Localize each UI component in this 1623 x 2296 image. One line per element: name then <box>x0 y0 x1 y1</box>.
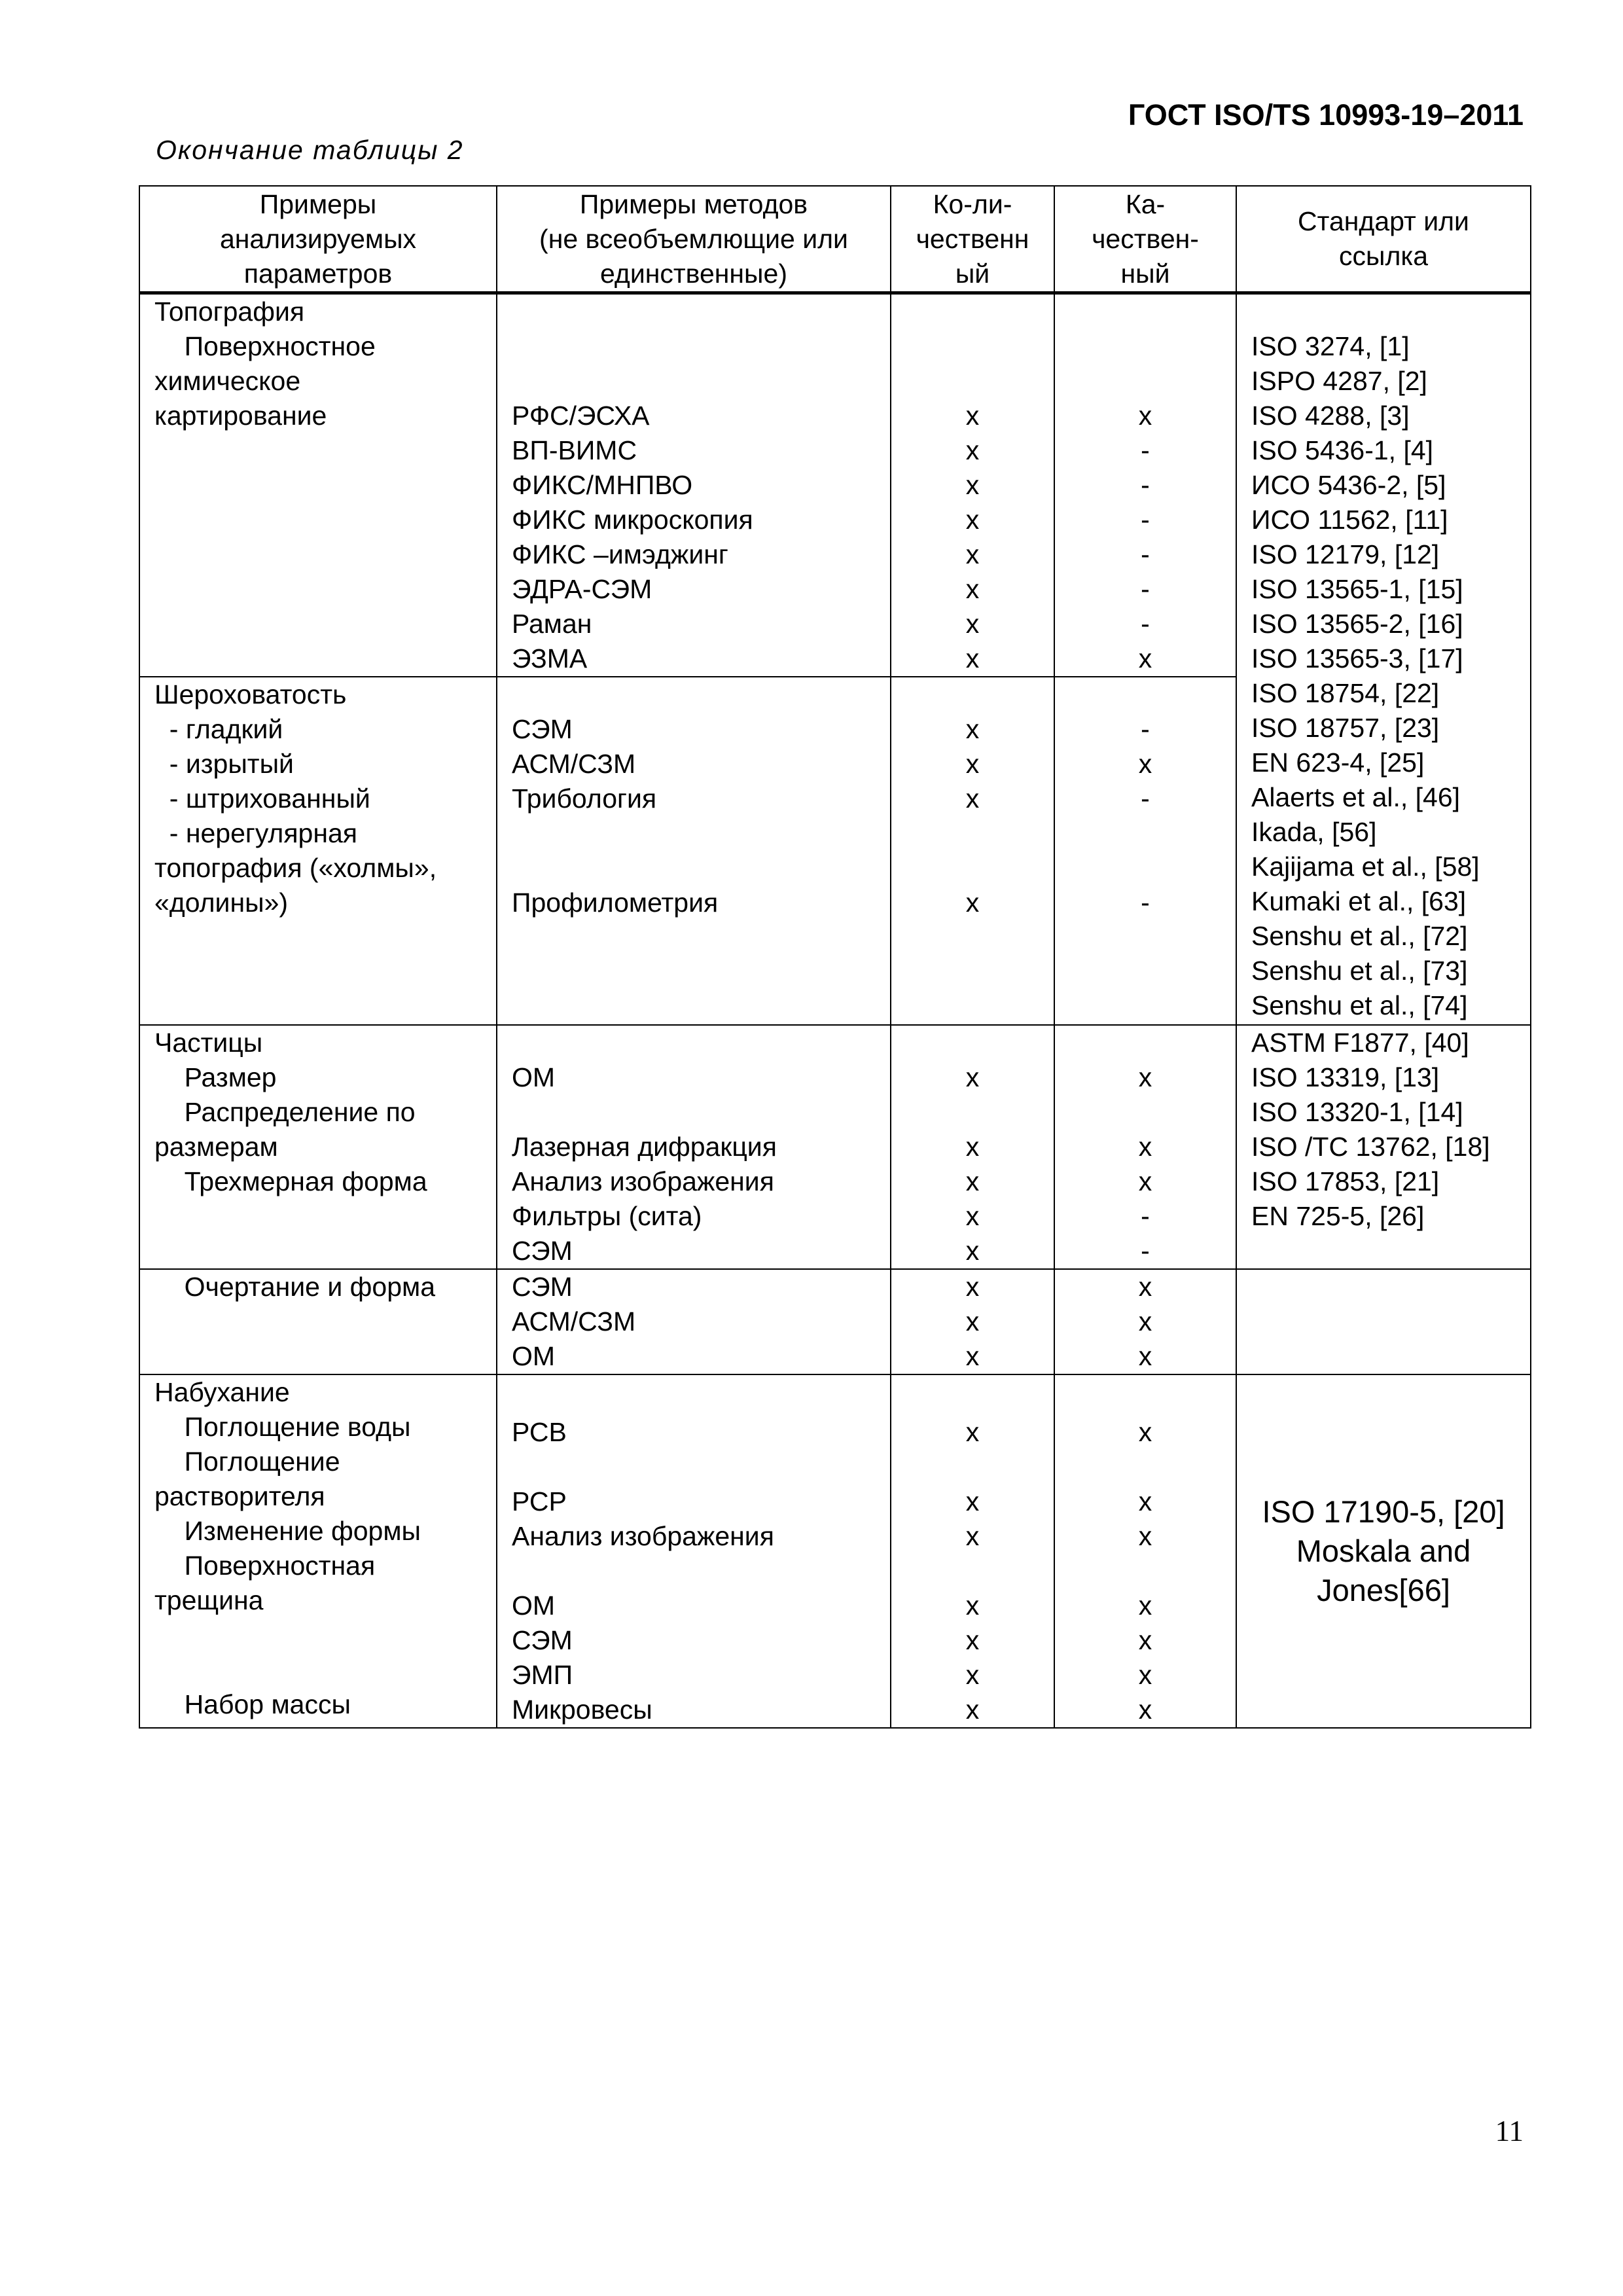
cell-line: x <box>965 1132 980 1162</box>
cell-line: - <box>1141 609 1150 639</box>
cell-line <box>497 1095 890 1130</box>
swelling-quantitative <box>891 1374 1054 1728</box>
cell-line: Senshu et al., [73] <box>1251 956 1468 986</box>
cell-line: - нерегулярная <box>154 818 358 848</box>
cell-line: x <box>965 574 980 604</box>
cell-line <box>140 990 496 1024</box>
cell-line: параметров <box>243 258 393 289</box>
cell-line: ОМ <box>512 1062 556 1092</box>
cell-line: ISO 17190-5, [20] <box>1262 1494 1505 1529</box>
cell-line: x <box>1138 1521 1152 1551</box>
cell-line: - гладкий <box>154 714 283 744</box>
cell-line: x <box>965 1660 980 1690</box>
cell-line: Изменение формы <box>154 1516 421 1546</box>
cell-line: x <box>1138 1590 1152 1621</box>
cell-line: x <box>965 470 980 500</box>
topography-references <box>1236 293 1531 1026</box>
shape-methods <box>497 1269 891 1374</box>
cell-line: Трибология <box>512 783 657 814</box>
cell-line <box>1055 955 1236 990</box>
header-reference <box>1236 186 1531 293</box>
cell-line: ISO 18757, [23] <box>1251 713 1440 743</box>
cell-line: x <box>965 539 980 569</box>
cell-line <box>1055 1380 1236 1415</box>
cell-line <box>140 433 496 468</box>
cell-line: АСМ/СЗМ <box>512 749 636 779</box>
cell-line: ISO 4288, [3] <box>1251 401 1410 431</box>
cell-line: x <box>965 1062 980 1092</box>
cell-line <box>497 1380 890 1415</box>
shape-quantitative <box>891 1269 1054 1374</box>
cell-line: x <box>965 1417 980 1447</box>
cell-line <box>891 1095 1054 1130</box>
header-params <box>139 186 497 293</box>
table-caption: Окончание таблицы 2 <box>156 135 464 165</box>
cell-line: Поглощение воды <box>154 1412 411 1442</box>
cell-line <box>140 607 496 641</box>
cell-line: Набор массы <box>154 1689 351 1719</box>
roughness-methods <box>497 677 891 1025</box>
cell-line: Частицы <box>154 1028 263 1058</box>
header-qualitative <box>1054 186 1236 293</box>
cell-line: Микровесы <box>512 1695 652 1725</box>
cell-line: Kumaki et al., [63] <box>1251 886 1467 916</box>
cell-line <box>497 364 890 399</box>
cell-line <box>497 990 890 1024</box>
cell-line: Трехмерная форма <box>154 1166 427 1196</box>
cell-line: РФС/ЭСХА <box>512 401 650 431</box>
cell-line <box>497 816 890 851</box>
cell-line: ISO 18754, [22] <box>1251 678 1440 708</box>
cell-line <box>1237 295 1530 329</box>
roughness-quantitative <box>891 677 1054 1025</box>
cell-line: - <box>1141 574 1150 604</box>
cell-line: трещина <box>154 1585 264 1615</box>
cell-line <box>140 1304 496 1339</box>
cell-line: x <box>1138 749 1152 779</box>
cell-line <box>891 816 1054 851</box>
cell-line: ФИКС/МНПВО <box>512 470 693 500</box>
cell-line: - <box>1141 470 1150 500</box>
cell-line: Moskala and <box>1296 1534 1471 1568</box>
cell-line: РСВ <box>512 1417 567 1447</box>
cell-line <box>1055 329 1236 364</box>
cell-line <box>891 851 1054 886</box>
swelling-references <box>1236 1374 1531 1728</box>
cell-line: Ко-ли- <box>933 188 1012 219</box>
cell-line: - штрихованный <box>154 783 370 814</box>
cell-line: x <box>965 401 980 431</box>
particles-quantitative <box>891 1025 1054 1269</box>
cell-line <box>497 920 890 955</box>
cell-line: x <box>965 1166 980 1196</box>
cell-line: - <box>1141 539 1150 569</box>
cell-line: - <box>1141 1201 1150 1231</box>
cell-line: чественн <box>916 223 1029 254</box>
cell-line: x <box>965 783 980 814</box>
cell-line: Ка- <box>1125 188 1166 219</box>
document-code: ГОСТ ISO/TS 10993-19–2011 <box>1128 98 1524 132</box>
cell-line: Стандарт или <box>1298 206 1469 236</box>
cell-line: ISO 13565-2, [16] <box>1251 609 1463 639</box>
cell-line: Ikada, [56] <box>1251 817 1377 847</box>
cell-line: x <box>1138 1341 1152 1371</box>
particles-params <box>139 1025 497 1269</box>
cell-line <box>140 1234 496 1268</box>
cell-line: «долины») <box>154 888 289 918</box>
cell-line: Jones[66] <box>1317 1573 1450 1607</box>
cell-line: Набухание <box>154 1377 290 1407</box>
cell-line <box>1055 1026 1236 1060</box>
cell-line: Alaerts et al., [46] <box>1251 782 1461 812</box>
cell-line: x <box>965 1695 980 1725</box>
cell-line: ISO 13565-3, [17] <box>1251 643 1463 673</box>
table-row <box>139 1374 1531 1728</box>
cell-line <box>1055 295 1236 329</box>
cell-line: - изрытый <box>154 749 294 779</box>
cell-line <box>497 329 890 364</box>
cell-line: картирование <box>154 401 327 431</box>
cell-line: Фильтры (сита) <box>512 1201 702 1231</box>
cell-line: - <box>1141 435 1150 465</box>
cell-line: x <box>965 609 980 639</box>
cell-line <box>140 503 496 537</box>
cell-line: ISO /TC 13762, [18] <box>1251 1132 1490 1162</box>
cell-line: ный <box>1120 258 1170 289</box>
cell-line: Анализ изображения <box>512 1521 774 1551</box>
cell-line: ВП-ВИМС <box>512 435 637 465</box>
cell-line: x <box>1138 1062 1152 1092</box>
shape-params <box>139 1269 497 1374</box>
cell-line: Лазерная дифракция <box>512 1132 777 1162</box>
cell-line: EN 623-4, [25] <box>1251 747 1425 778</box>
cell-line: Распределение по <box>154 1097 416 1127</box>
cell-line: ссылка <box>1338 241 1429 271</box>
cell-line: Раман <box>512 609 592 639</box>
cell-line: ый <box>955 258 990 289</box>
cell-line <box>140 641 496 676</box>
cell-line: x <box>965 1486 980 1516</box>
cell-line <box>891 329 1054 364</box>
cell-line: Senshu et al., [72] <box>1251 921 1468 951</box>
cell-line <box>891 1026 1054 1060</box>
header-quantitative <box>891 186 1054 293</box>
topography-qualitative <box>1054 293 1236 677</box>
cell-line: x <box>1138 1166 1152 1196</box>
cell-line: ЭЗМА <box>512 643 588 673</box>
swelling-methods <box>497 1374 891 1728</box>
cell-line: Senshu et al., [74] <box>1251 990 1468 1020</box>
cell-line <box>497 1450 890 1484</box>
cell-line: x <box>1138 1132 1152 1162</box>
cell-line: EN 725-5, [26] <box>1251 1201 1425 1231</box>
cell-line <box>1055 1450 1236 1484</box>
cell-line: x <box>965 1272 980 1302</box>
cell-line: x <box>965 435 980 465</box>
cell-line: x <box>965 505 980 535</box>
cell-line: ЭМП <box>512 1660 573 1690</box>
cell-line: - <box>1141 888 1150 918</box>
table-row <box>139 293 1531 677</box>
cell-line <box>140 1339 496 1374</box>
cell-line: ИСО 11562, [11] <box>1251 505 1448 535</box>
cell-line: - <box>1141 505 1150 535</box>
cell-line <box>1055 990 1236 1024</box>
cell-line <box>140 1618 496 1653</box>
particles-methods <box>497 1025 891 1269</box>
cell-line <box>891 1380 1054 1415</box>
cell-line: размерам <box>154 1132 278 1162</box>
cell-line: анализируемых <box>219 223 417 254</box>
cell-line: СЭМ <box>512 1272 573 1302</box>
cell-line: СЭМ <box>512 1625 573 1655</box>
cell-line <box>891 990 1054 1024</box>
cell-line: - <box>1141 1236 1150 1266</box>
cell-line: x <box>965 1306 980 1336</box>
topography-params <box>139 293 497 677</box>
cell-line <box>1237 1234 1530 1268</box>
cell-line: ISO 17853, [21] <box>1251 1166 1440 1196</box>
swelling-params <box>139 1374 497 1728</box>
cell-line <box>140 955 496 990</box>
cell-line <box>140 1199 496 1234</box>
cell-line: - <box>1141 783 1150 814</box>
cell-line: ISO 3274, [1] <box>1251 331 1410 361</box>
cell-line: x <box>965 714 980 744</box>
cell-line: ASTM F1877, [40] <box>1251 1028 1469 1058</box>
cell-line: ISO 13565-1, [15] <box>1251 574 1463 604</box>
header-methods <box>497 186 891 293</box>
cell-line: Топография <box>154 296 305 327</box>
cell-line <box>497 1026 890 1060</box>
cell-line <box>140 468 496 503</box>
cell-line <box>891 295 1054 329</box>
cell-line <box>140 537 496 572</box>
cell-line: ISO 5436-1, [4] <box>1251 435 1434 465</box>
cell-line: Размер <box>154 1062 277 1092</box>
cell-line: x <box>965 1590 980 1621</box>
cell-line: x <box>1138 1272 1152 1302</box>
cell-line: x <box>1138 1660 1152 1690</box>
cell-line <box>497 851 890 886</box>
cell-line: x <box>965 1341 980 1371</box>
cell-line: x <box>965 888 980 918</box>
table-header-row <box>139 186 1531 293</box>
cell-line: x <box>1138 1486 1152 1516</box>
cell-line <box>497 955 890 990</box>
particles-references <box>1236 1025 1531 1269</box>
cell-line <box>140 572 496 607</box>
methods-table <box>139 185 1531 1729</box>
cell-line: Шероховатость <box>154 679 347 709</box>
cell-line: Примеры <box>259 188 377 219</box>
cell-line: ОМ <box>512 1341 556 1371</box>
cell-line: ЭДРА-СЭМ <box>512 574 652 604</box>
cell-line: x <box>1138 1306 1152 1336</box>
roughness-params <box>139 677 497 1025</box>
cell-line: ISO 12179, [12] <box>1251 539 1440 569</box>
cell-line <box>140 920 496 955</box>
cell-line: СЭМ <box>512 714 573 744</box>
cell-line: x <box>965 1236 980 1266</box>
cell-line <box>1055 851 1236 886</box>
cell-line: Поглощение <box>154 1446 340 1477</box>
cell-line: Примеры методов <box>579 188 808 219</box>
shape-qualitative <box>1054 1269 1236 1374</box>
cell-line: x <box>1138 1695 1152 1725</box>
cell-line: чествен- <box>1092 223 1199 254</box>
cell-line <box>1055 677 1236 712</box>
cell-line: химическое <box>154 366 301 396</box>
cell-line: x <box>965 749 980 779</box>
table-row <box>139 1025 1531 1269</box>
cell-line <box>1055 920 1236 955</box>
cell-line <box>1055 364 1236 399</box>
cell-line: x <box>1138 1417 1152 1447</box>
cell-line: ISO 13319, [13] <box>1251 1062 1440 1092</box>
cell-line <box>891 955 1054 990</box>
cell-line: Очертание и форма <box>154 1272 435 1302</box>
cell-line: АСМ/СЗМ <box>512 1306 636 1336</box>
cell-line: x <box>965 643 980 673</box>
particles-qualitative <box>1054 1025 1236 1269</box>
cell-line <box>891 920 1054 955</box>
cell-line <box>140 1653 496 1687</box>
cell-line <box>497 677 890 712</box>
topography-quantitative <box>891 293 1054 677</box>
cell-line: x <box>965 1521 980 1551</box>
cell-line: Поверхностная <box>154 1551 376 1581</box>
cell-line: ОМ <box>512 1590 556 1621</box>
topography-methods <box>497 293 891 677</box>
cell-line: ФИКС микроскопия <box>512 505 753 535</box>
cell-line: x <box>1138 1625 1152 1655</box>
cell-line: x <box>1138 643 1152 673</box>
shape-references <box>1236 1269 1531 1374</box>
cell-line: СЭМ <box>512 1236 573 1266</box>
cell-line: Анализ изображения <box>512 1166 774 1196</box>
cell-line <box>891 1554 1054 1588</box>
cell-line: ISO 13320-1, [14] <box>1251 1097 1463 1127</box>
cell-line: ISPO 4287, [2] <box>1251 366 1427 396</box>
cell-line <box>891 677 1054 712</box>
cell-line: x <box>965 1201 980 1231</box>
cell-line <box>1055 1554 1236 1588</box>
cell-line <box>891 364 1054 399</box>
cell-line: Kajijama et al., [58] <box>1251 852 1480 882</box>
cell-line <box>497 295 890 329</box>
swelling-qualitative <box>1054 1374 1236 1728</box>
roughness-qualitative <box>1054 677 1236 1025</box>
cell-line <box>497 1554 890 1588</box>
table-row <box>139 1269 1531 1374</box>
cell-line: ФИКС –имэджинг <box>512 539 728 569</box>
cell-line: растворителя <box>154 1481 325 1511</box>
cell-line: x <box>1138 401 1152 431</box>
cell-line: x <box>965 1625 980 1655</box>
cell-line: Поверхностное <box>154 331 376 361</box>
cell-line <box>1055 1095 1236 1130</box>
cell-line: топография («холмы», <box>154 853 437 883</box>
cell-line: РСР <box>512 1486 567 1516</box>
cell-line: - <box>1141 714 1150 744</box>
cell-line: ИСО 5436-2, [5] <box>1251 470 1446 500</box>
page-number: 11 <box>1495 2115 1524 2147</box>
cell-line <box>891 1450 1054 1484</box>
cell-line: Профилометрия <box>512 888 719 918</box>
cell-line <box>1055 816 1236 851</box>
cell-line: единственные) <box>600 258 787 289</box>
cell-line: (не всеобъемлющие или <box>539 223 848 254</box>
